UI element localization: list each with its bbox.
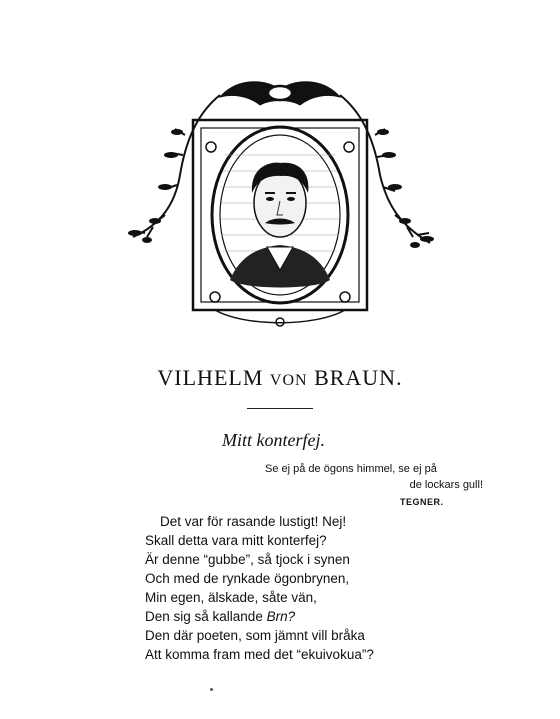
poem-line: Skall detta vara mitt konterfej? xyxy=(145,533,327,548)
crest xyxy=(220,82,340,105)
page-speck xyxy=(210,688,213,691)
poem-line: Min egen, älskade, såte vän, xyxy=(145,590,317,605)
poem-line: Är denne “gubbe”, så tjock i synen xyxy=(145,552,350,567)
poem-line-signature xyxy=(145,607,445,626)
author-name xyxy=(0,365,560,391)
title-divider xyxy=(247,408,313,409)
poem-stanza xyxy=(145,512,445,664)
garland-left xyxy=(133,95,220,237)
poem-title: Mitt konterfej. xyxy=(222,430,325,450)
poem-line: Att komma fram med det “ekuivokua”? xyxy=(145,647,374,662)
author-last-name: BRAUN. xyxy=(314,365,403,390)
epigraph-line-1: Se ej på de ögons himmel, se ej på xyxy=(265,463,437,475)
poem-line-text: Den sig så kallande xyxy=(145,609,263,624)
poem-line: Den där poeten, som jämnt vill bråka xyxy=(145,628,365,643)
poem-line: Och med de rynkade ögonbrynen, xyxy=(145,571,350,586)
poem-line: Det var för rasande lustigt! Nej! xyxy=(160,514,347,529)
epigraph-attribution: TEGNER. xyxy=(400,497,444,507)
portrait-illustration xyxy=(125,75,435,330)
author-first-name: VILHELM xyxy=(157,365,264,390)
signature-abbrev: Brn? xyxy=(266,609,296,624)
author-name-particle: VON xyxy=(269,372,308,389)
epigraph-line-2: de lockars gull! xyxy=(409,479,483,491)
garland-right xyxy=(340,95,430,243)
epigraph xyxy=(265,461,483,493)
